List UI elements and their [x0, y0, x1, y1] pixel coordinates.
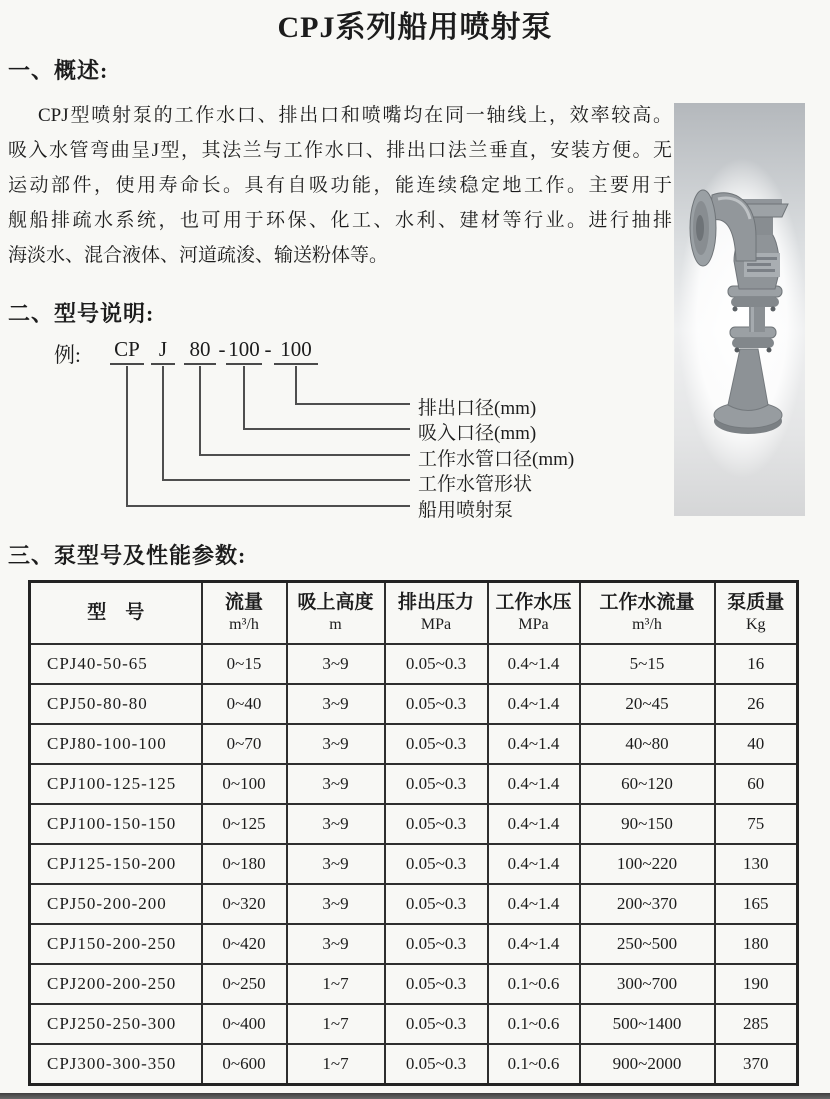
value-cell: 180 — [715, 924, 798, 964]
value-cell: 900~2000 — [580, 1044, 715, 1085]
parameters-table-header — [30, 582, 798, 645]
value-cell: 0.4~1.4 — [488, 724, 580, 764]
table-row — [30, 1004, 798, 1044]
value-cell: 0~320 — [202, 884, 287, 924]
value-cell: 75 — [715, 804, 798, 844]
value-cell: 60~120 — [580, 764, 715, 804]
model-cell: CPJ300-300-350 — [30, 1044, 202, 1085]
value-cell: 500~1400 — [580, 1004, 715, 1044]
value-cell: 0.05~0.3 — [385, 684, 488, 724]
value-cell: 0~15 — [202, 644, 287, 684]
model-callout-discharge-diameter: 排出口径(mm) — [418, 398, 537, 419]
paragraph-line: 吸入水管弯曲呈J型，其法兰与工作水口、排出口法兰垂直，安装方便。无 — [8, 140, 672, 161]
page-title: CPJ系列船用喷射泵 — [277, 11, 553, 44]
model-callout-suction-diameter: 吸入口径(mm) — [418, 423, 537, 444]
value-cell: 3~9 — [287, 684, 385, 724]
value-cell: 0.05~0.3 — [385, 964, 488, 1004]
value-cell: 60 — [715, 764, 798, 804]
value-cell: 0.05~0.3 — [385, 1044, 488, 1085]
value-cell: 0~250 — [202, 964, 287, 1004]
value-cell: 0.1~0.6 — [488, 1044, 580, 1085]
table-row — [30, 644, 798, 684]
value-cell: 1~7 — [287, 1004, 385, 1044]
value-cell: 3~9 — [287, 844, 385, 884]
value-cell: 0.05~0.3 — [385, 764, 488, 804]
model-cell: CPJ50-200-200 — [30, 884, 202, 924]
page-bottom-edge — [0, 1093, 830, 1099]
model-cell: CPJ50-80-80 — [30, 684, 202, 724]
table-row — [30, 844, 798, 884]
value-cell: 3~9 — [287, 804, 385, 844]
column-header-model: 型 号 — [30, 582, 202, 645]
value-cell: 3~9 — [287, 884, 385, 924]
value-cell: 0~70 — [202, 724, 287, 764]
model-code-separator: - — [218, 337, 226, 361]
value-cell: 0.4~1.4 — [488, 764, 580, 804]
model-cell: CPJ250-250-300 — [30, 1004, 202, 1044]
table-row — [30, 764, 798, 804]
column-header-working-pressure: 工作水压 MPa — [488, 582, 580, 645]
value-cell: 20~45 — [580, 684, 715, 724]
model-code-segment-80: 80 — [184, 337, 216, 365]
model-cell: CPJ125-150-200 — [30, 844, 202, 884]
overview-paragraph — [8, 102, 672, 277]
value-cell: 0~180 — [202, 844, 287, 884]
value-cell: 0.05~0.3 — [385, 644, 488, 684]
model-callout-working-pipe-diameter: 工作水管口径(mm) — [418, 449, 575, 470]
value-cell: 0~400 — [202, 1004, 287, 1044]
model-cell: CPJ40-50-65 — [30, 644, 202, 684]
value-cell: 0.4~1.4 — [488, 884, 580, 924]
paragraph-line: 运动部件，使用寿命长。具有自吸功能，能连续稳定地工作。主要用于 — [8, 175, 672, 196]
value-cell: 0.4~1.4 — [488, 804, 580, 844]
value-cell: 165 — [715, 884, 798, 924]
value-cell: 3~9 — [287, 764, 385, 804]
column-header-discharge-pressure: 排出压力 MPa — [385, 582, 488, 645]
value-cell: 1~7 — [287, 964, 385, 1004]
column-header-pump-mass: 泵质量 Kg — [715, 582, 798, 645]
value-cell: 0.1~0.6 — [488, 1004, 580, 1044]
table-row — [30, 964, 798, 1004]
column-header-flow: 流量 m³/h — [202, 582, 287, 645]
value-cell: 0.4~1.4 — [488, 924, 580, 964]
value-cell: 0.4~1.4 — [488, 644, 580, 684]
model-code-segment-cp: CP — [110, 337, 144, 365]
value-cell: 0.05~0.3 — [385, 924, 488, 964]
table-row — [30, 884, 798, 924]
value-cell: 0.05~0.3 — [385, 884, 488, 924]
value-cell: 0~125 — [202, 804, 287, 844]
table-row — [30, 724, 798, 764]
value-cell: 0.4~1.4 — [488, 684, 580, 724]
model-code-segment-100a: 100 — [226, 337, 262, 365]
value-cell: 300~700 — [580, 964, 715, 1004]
model-cell: CPJ100-150-150 — [30, 804, 202, 844]
model-cell: CPJ80-100-100 — [30, 724, 202, 764]
table-row — [30, 924, 798, 964]
column-header-working-flow: 工作水流量 m³/h — [580, 582, 715, 645]
table-row — [30, 1044, 798, 1085]
paragraph-line: 舰船排疏水系统，也可用于环保、化工、水利、建材等行业。进行抽排 — [8, 210, 672, 231]
value-cell: 0.4~1.4 — [488, 844, 580, 884]
value-cell: 1~7 — [287, 1044, 385, 1085]
value-cell: 40 — [715, 724, 798, 764]
value-cell: 190 — [715, 964, 798, 1004]
model-code-separator: - — [264, 337, 272, 361]
value-cell: 370 — [715, 1044, 798, 1085]
table-row — [30, 804, 798, 844]
value-cell: 0.05~0.3 — [385, 844, 488, 884]
parameters-table — [28, 580, 799, 1086]
value-cell: 130 — [715, 844, 798, 884]
model-code-segment-j: J — [151, 337, 175, 365]
value-cell: 0.05~0.3 — [385, 724, 488, 764]
column-header-suction-height: 吸上高度 m — [287, 582, 385, 645]
value-cell: 3~9 — [287, 644, 385, 684]
parameters-table-body — [30, 644, 798, 1085]
model-callout-working-pipe-shape: 工作水管形状 — [418, 474, 533, 495]
section-heading-model: 二、型号说明: — [8, 301, 155, 326]
paragraph-line: CPJ型喷射泵的工作水口、排出口和喷嘴均在同一轴线上，效率较高。 — [38, 105, 672, 126]
value-cell: 0~40 — [202, 684, 287, 724]
model-cell: CPJ100-125-125 — [30, 764, 202, 804]
value-cell: 26 — [715, 684, 798, 724]
model-callout-marine-jet-pump: 船用喷射泵 — [418, 500, 514, 521]
section-heading-overview: 一、概述: — [8, 58, 109, 83]
value-cell: 0~600 — [202, 1044, 287, 1085]
value-cell: 250~500 — [580, 924, 715, 964]
value-cell: 0~100 — [202, 764, 287, 804]
value-cell: 5~15 — [580, 644, 715, 684]
value-cell: 100~220 — [580, 844, 715, 884]
value-cell: 3~9 — [287, 724, 385, 764]
value-cell: 0.05~0.3 — [385, 1004, 488, 1044]
pump-photo — [674, 103, 805, 516]
paragraph-line: 海淡水、混合液体、河道疏浚、输送粉体等。 — [8, 245, 389, 266]
value-cell: 40~80 — [580, 724, 715, 764]
value-cell: 0.1~0.6 — [488, 964, 580, 1004]
section-heading-parameters: 三、泵型号及性能参数: — [8, 543, 247, 568]
table-row — [30, 684, 798, 724]
model-cell: CPJ200-200-250 — [30, 964, 202, 1004]
value-cell: 90~150 — [580, 804, 715, 844]
model-code-segment-100b: 100 — [274, 337, 318, 365]
example-label: 例: — [54, 343, 81, 367]
value-cell: 285 — [715, 1004, 798, 1044]
value-cell: 0~420 — [202, 924, 287, 964]
value-cell: 16 — [715, 644, 798, 684]
value-cell: 0.05~0.3 — [385, 804, 488, 844]
value-cell: 200~370 — [580, 884, 715, 924]
value-cell: 3~9 — [287, 924, 385, 964]
model-cell: CPJ150-200-250 — [30, 924, 202, 964]
